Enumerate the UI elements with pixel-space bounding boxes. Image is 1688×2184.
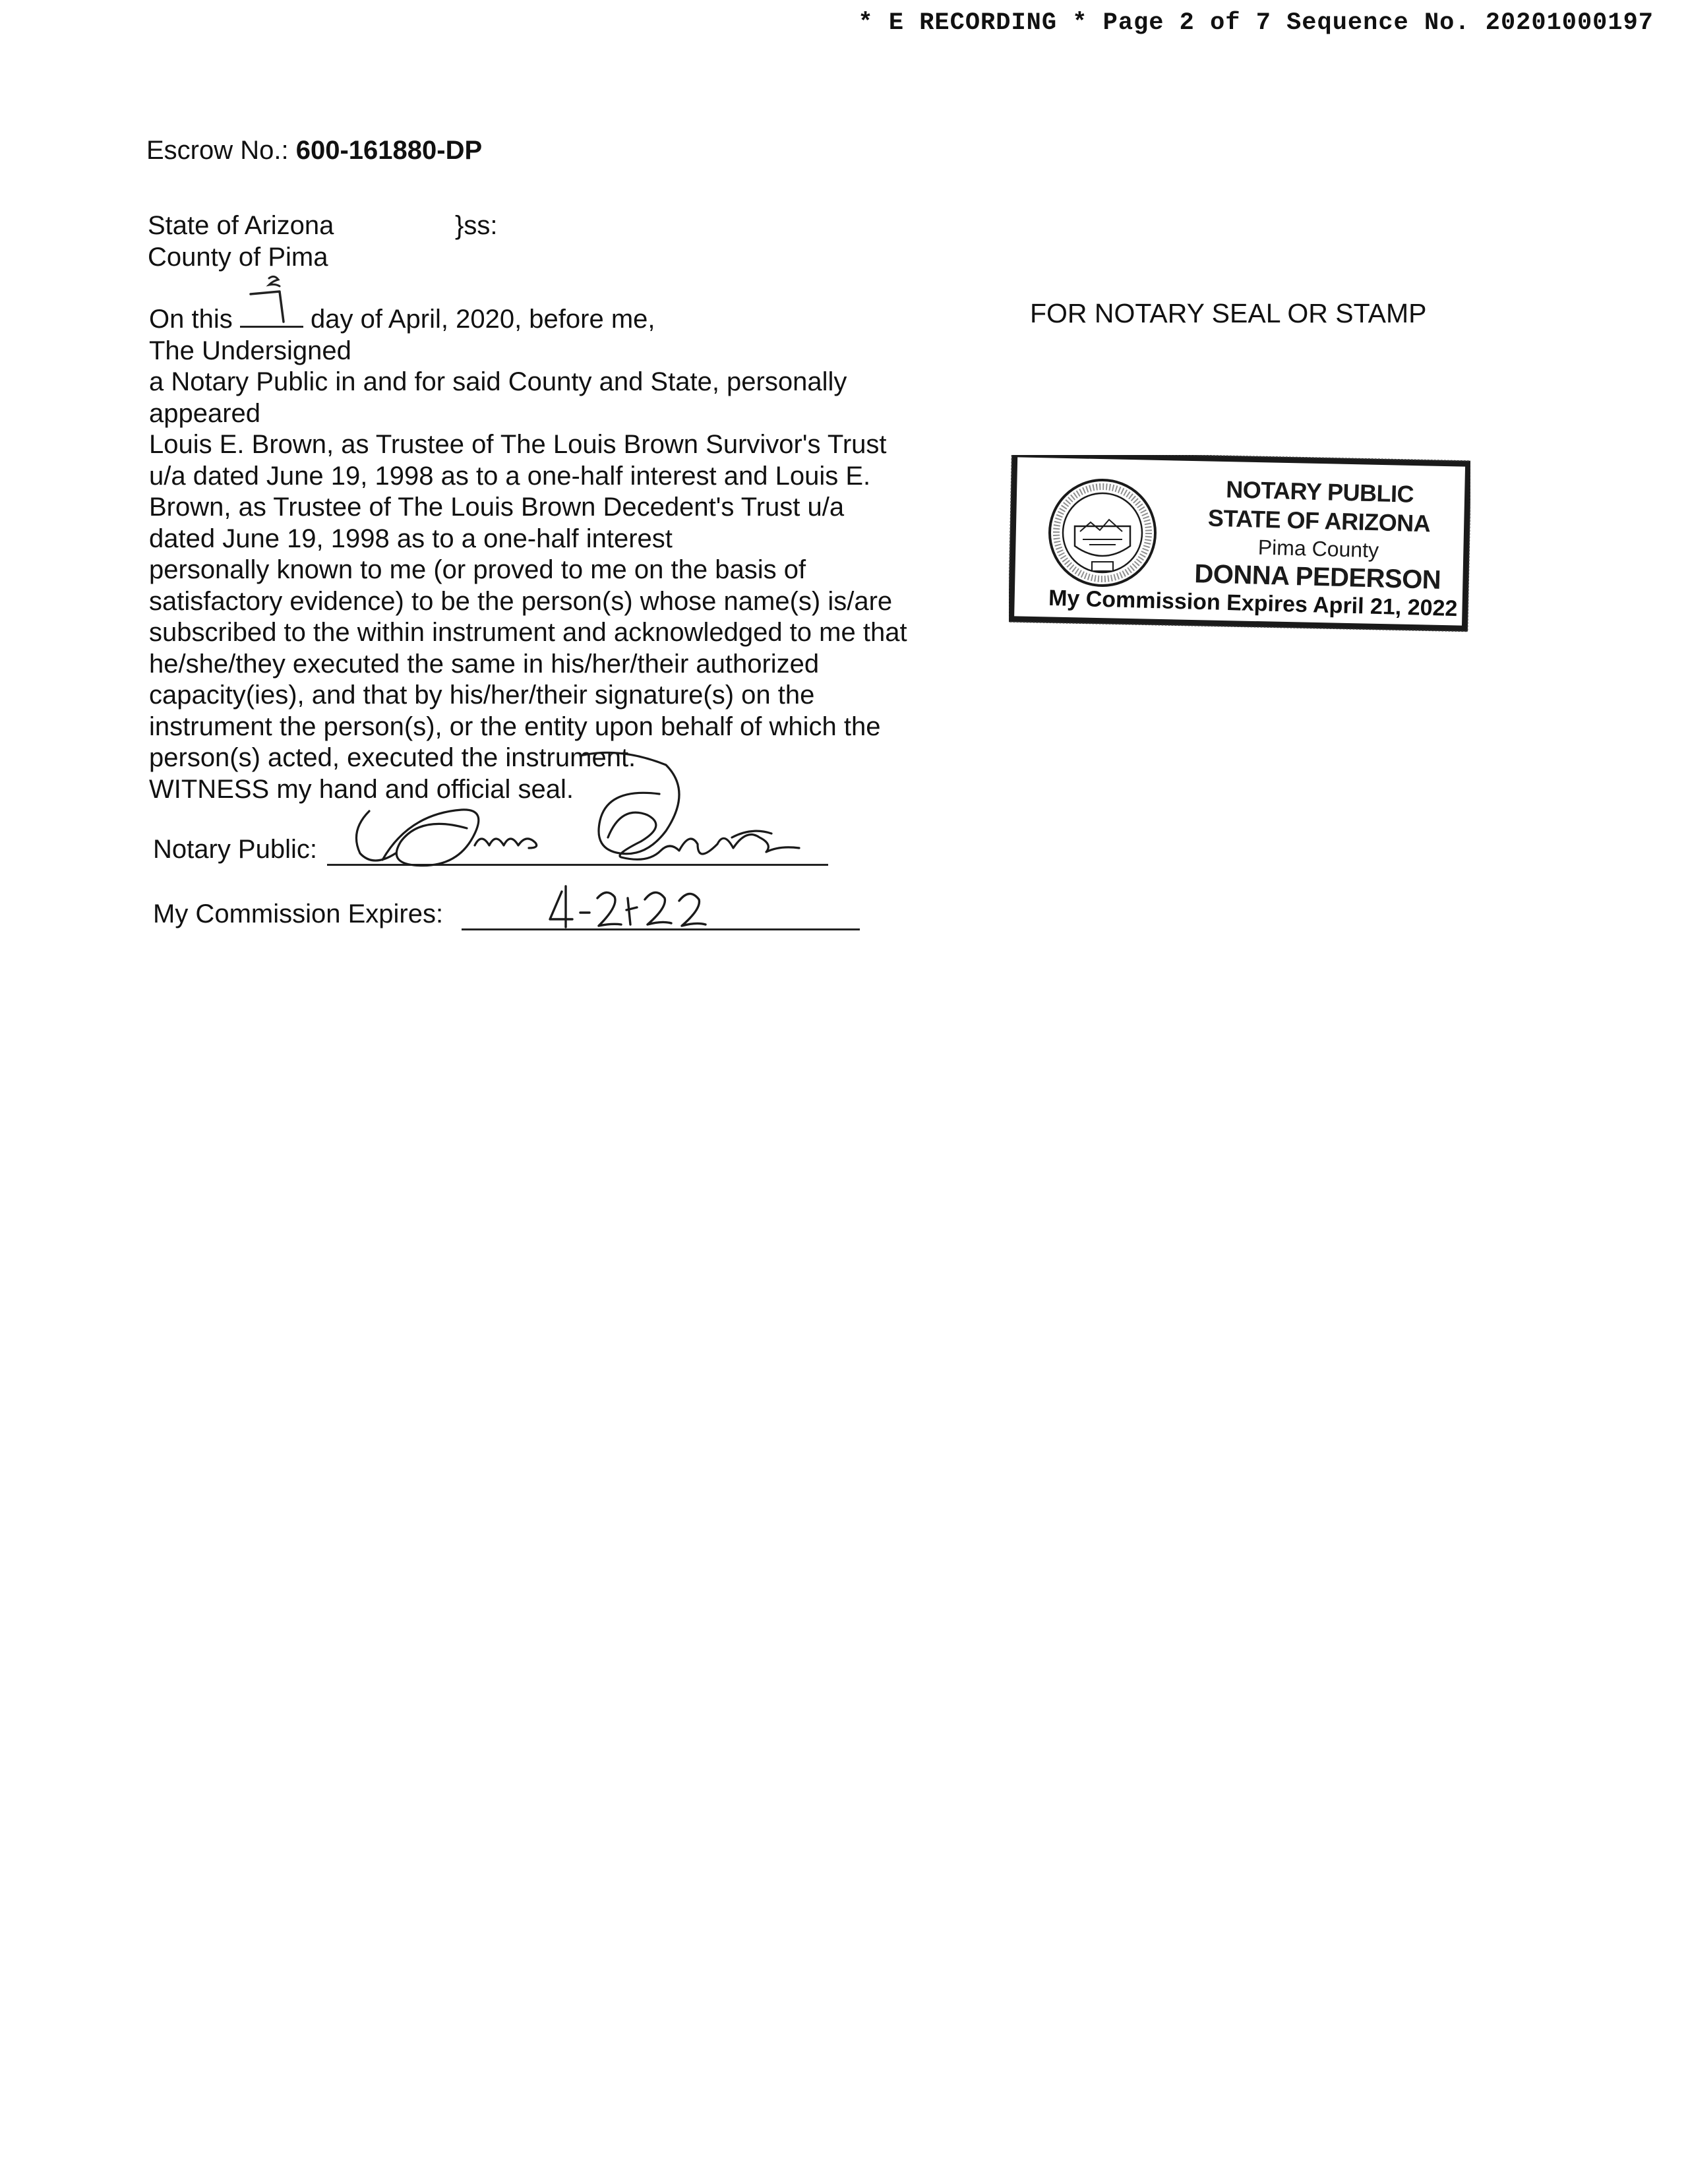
- stamp-notary-name: DONNA PEDERSON: [1193, 559, 1441, 595]
- stamp-county: Pima County: [1257, 535, 1379, 562]
- body-line-6: u/a dated June 19, 1998 as to a one-half interest and Louis E.: [149, 461, 871, 491]
- state-seal-icon: [1043, 473, 1162, 592]
- escrow-label: Escrow No.:: [146, 136, 289, 165]
- body-line-5: Louis E. Brown, as Trustee of The Louis Brown Survivor's Trust: [149, 430, 887, 459]
- stamp-title: NOTARY PUBLIC: [1225, 475, 1414, 508]
- seal-caption: FOR NOTARY SEAL OR STAMP: [1030, 298, 1427, 328]
- on-this-text: On this: [149, 305, 233, 334]
- stamp-state: STATE OF ARIZONA: [1207, 504, 1431, 537]
- escrow-value: 600-161880-DP: [295, 136, 483, 165]
- body-line-12: he/she/they executed the same in his/her/their authorized: [149, 649, 820, 679]
- body-line-9: personally known to me (or proved to me on the basis of: [149, 555, 806, 584]
- notary-stamp: [1009, 455, 1470, 634]
- body-line-13: capacity(ies), and that by his/her/their signature(s) on the: [149, 681, 815, 710]
- notary-label: Notary Public:: [153, 835, 317, 864]
- undersigned-line: The Undersigned: [149, 336, 351, 365]
- expiry-handwriting: [550, 886, 706, 927]
- witness-line: WITNESS my hand and official seal.: [149, 774, 574, 804]
- body-line-14: instrument the person(s), or the entity upon behalf of which the: [149, 712, 881, 741]
- venue-ss: }ss:: [455, 211, 498, 240]
- body-line-7: Brown, as Trustee of The Louis Brown Decedent's Trust u/a: [149, 493, 845, 522]
- recording-header: * E RECORDING * Page 2 of 7 Sequence No. 20201000197: [858, 9, 1654, 37]
- venue-state: State of Arizona: [148, 211, 334, 240]
- body-line-4: appeared: [149, 398, 261, 428]
- venue-county: County of Pima: [148, 243, 328, 272]
- body-line-15: person(s) acted, executed the instrument.: [149, 743, 636, 772]
- body-line-8: dated June 19, 1998 as to a one-half interest: [149, 524, 673, 553]
- expires-label: My Commission Expires:: [153, 899, 444, 928]
- stamp-expiry: My Commission Expires April 21, 2022: [1048, 585, 1458, 622]
- stamp-text-block: [1179, 474, 1459, 596]
- notary-signature: [356, 752, 799, 865]
- body-line-11: subscribed to the within instrument and acknowledged to me that: [149, 618, 907, 647]
- body-line-10: satisfactory evidence) to be the person(s) whose name(s) is/are: [149, 586, 893, 616]
- body-line-3: a Notary Public in and for said County and State, personally: [149, 367, 847, 396]
- date-rest-text: day of April, 2020, before me,: [310, 305, 655, 334]
